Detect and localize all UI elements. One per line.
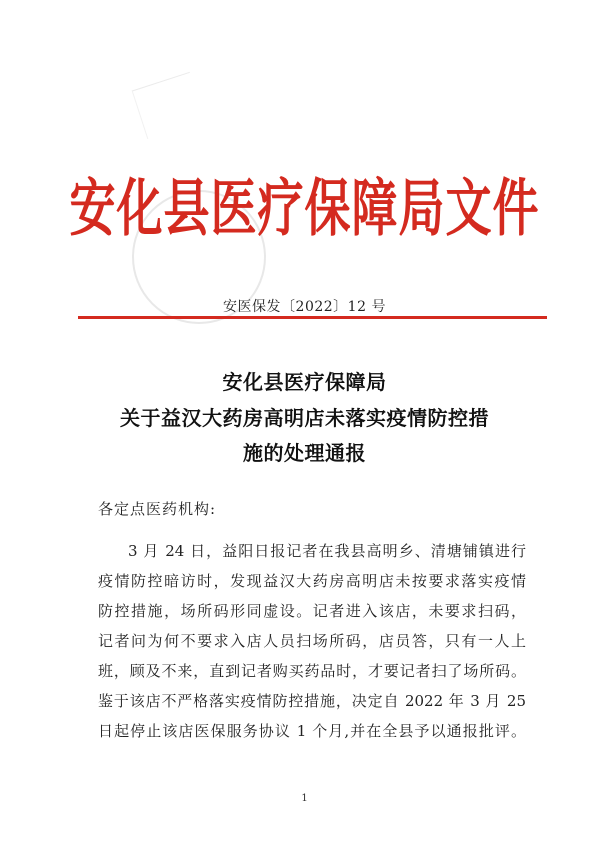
addressee-line: 各定点医药机构: [98,500,217,518]
document-number: 安医保发〔2022〕12 号 [223,299,386,315]
title-line-1: 安化县医疗保障局 [222,370,387,394]
page-number: 1 [301,793,308,804]
body-line-7: 日起停止该店医保服务协议 1 个月,并在全县予以通报批评。 [98,722,526,740]
body-line-1: 3 月 24 日，益阳日报记者在我县高明乡、清塘铺镇进行 [128,542,526,560]
body-line-6: 鉴于该店不严格落实疫情防控措施，决定自 2022 年 3 月 25 [98,692,526,710]
title-line-2: 关于益汉大药房高明店未落实疫情防控措 [120,406,489,430]
body-line-2: 疫情防控暗访时，发现益汉大药房高明店未按要求落实疫情 [98,572,526,590]
faint-background-mark [132,72,206,139]
red-divider-line [78,316,547,319]
body-line-4: 记者问为何不要求入店人员扫场所码，店员答，只有一人上 [98,632,526,650]
body-line-3: 防控措施，场所码形同虚设。记者进入该店，未要求扫码， [98,602,526,620]
title-line-3: 施的处理通报 [243,441,366,465]
body-line-5: 班，顾及不来，直到记者购买药品时，才要记者扫了场所码。 [98,662,526,680]
document-masthead: 安化县医疗保障局文件 [69,171,540,245]
